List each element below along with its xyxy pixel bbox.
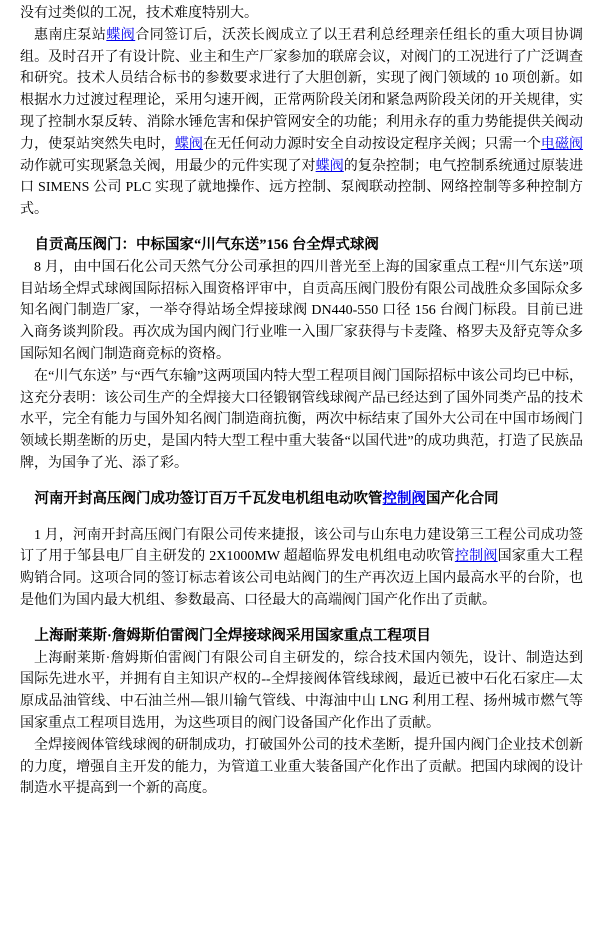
inline-link[interactable]: 蝶阀 — [106, 27, 136, 43]
text-run: 上海耐莱斯·詹姆斯伯雷阀门有限公司自主研发的，综合技术国内领先，设计、制造达到国际先进水平，并拥有自主知识产权的--全焊接阀体管线球阀，最近已被中石化石家庄—太原成品油管线、中石油兰州—银川输气管线、中海油中山 LNG 利用工程、扬州城市燃气等国家重点工程项目选用，为这些项目的阀门设备国产化作出了贡献。 — [20, 650, 583, 731]
section-heading — [20, 235, 583, 257]
paragraph — [20, 525, 583, 612]
text-run: 河南开封高压阀门成功签订百万千瓦发电机组电动吹管 — [34, 490, 383, 507]
paragraph — [20, 257, 583, 366]
text-run: 国产化合同 — [426, 490, 499, 507]
text-run: 在“川气东送” 与“西气东输”这两项国内特大型工程项目阀门国际招标中该公司均已中标，这充分表明：该公司生产的全焊接大口径锻钢管线球阀产品已经达到了国外同类产品的技术水平，完全有能力与国外知名阀门制造商抗衡，两次中标结束了国外大公司在中国市场阀门领域长期垄断的历史，是国内特大型工程中重大装备“以国代进”的成功典范，打造了民族品牌，为国争了光、添了彩。 — [20, 368, 583, 471]
text-run: 动作就可实现紧急关阀，用最少的元件实现了对 — [20, 158, 316, 174]
paragraph — [20, 735, 583, 800]
inline-link[interactable]: 电磁阀 — [540, 136, 584, 152]
text-run: 全焊接阀体管线球阀的研制成功，打破国外公司的技术垄断，提升国内阀门企业技术创新的力度，增强自主开发的能力，为管道工业重大装备国产化作出了贡献。把国内球阀的设计制造水平提高到一个新的高度。 — [20, 737, 583, 797]
text-run: 惠南庄泵站 — [34, 27, 107, 43]
paragraph — [20, 25, 583, 221]
inline-link[interactable]: 蝶阀 — [174, 136, 204, 152]
inline-link[interactable]: 控制阀 — [382, 490, 426, 507]
section-heading — [20, 489, 583, 511]
inline-link[interactable]: 蝶阀 — [315, 158, 344, 174]
text-run: 在无任何动力源时安全自动按设定程序关阀；只需一个 — [203, 136, 541, 152]
text-run: 没有过类似的工况，技术难度特别大。 — [20, 6, 258, 21]
paragraph — [20, 648, 583, 735]
text-run: 合同签订后，沃茨长阀成立了以王君利总经理亲任组长的重大项目协调组。及时召开了有设计院、业主和生产厂家参加的联席会议，对阀门的工况进行了广泛调查和研究。技术人员结合标书的参数要求进行了大胆创新，实现了阀门领域的 10 项创新。如根据水力过渡过程理论，采用匀速开阀，正常两阶段关闭和紧急两阶段关闭的开关规律，实现了控制水泵反转、消除水锤危害和保护管网安全的功能；利用永存的重力势能提供关阀动力，使泵站突然失电时， — [20, 27, 584, 152]
inline-link[interactable]: 控制阀 — [454, 549, 498, 565]
text-run: 上海耐莱斯·詹姆斯伯雷阀门全焊接球阀采用国家重点工程项目 — [34, 627, 431, 644]
text-run: 的复杂控制；电气控制系统通过原装进口 SIMENS 公司 PLC 实现了就地操作、远方控制、泵阀联动控制、网络控制等多种控制方式。 — [20, 158, 584, 218]
text-run: 国家重大工程购销合同。这项合同的签订标志着该公司电站阀门的生产再次迈上国内最高水平的台阶，也是他们为国内最大机组、参数最高、口径最大的高端阀门国产化作出了贡献。 — [20, 549, 583, 608]
text-run: 自贡高压阀门：中标国家“川气东送”156 台全焊式球阀 — [34, 236, 379, 253]
section-heading — [20, 626, 583, 648]
paragraph — [20, 3, 583, 25]
text-run: 8 月，由中国石化公司天然气分公司承担的四川普光至上海的国家重点工程“川气东送”项目站场全焊式球阀国际招标入围资格评审中，自贡高压阀门股份有限公司战胜众多国际众多知名阀门制造厂家，一举夺得站场全焊接球阀 DN440-550 口径 156 台阀门标段。目前已进入商务谈判阶段。再次成为国内阀门行业唯一入围厂家获得与卡麦隆、格罗夫及舒克等众多国际知名阀门制造商竞标的资格。 — [20, 259, 583, 362]
paragraph — [20, 366, 583, 475]
text-run: 1 月，河南开封高压阀门有限公司传来捷报，该公司与山东电力建设第三工程公司成功签订了用于邹县电厂自主研发的 2X1000MW 超超临界发电机组电动吹管 — [20, 527, 583, 565]
